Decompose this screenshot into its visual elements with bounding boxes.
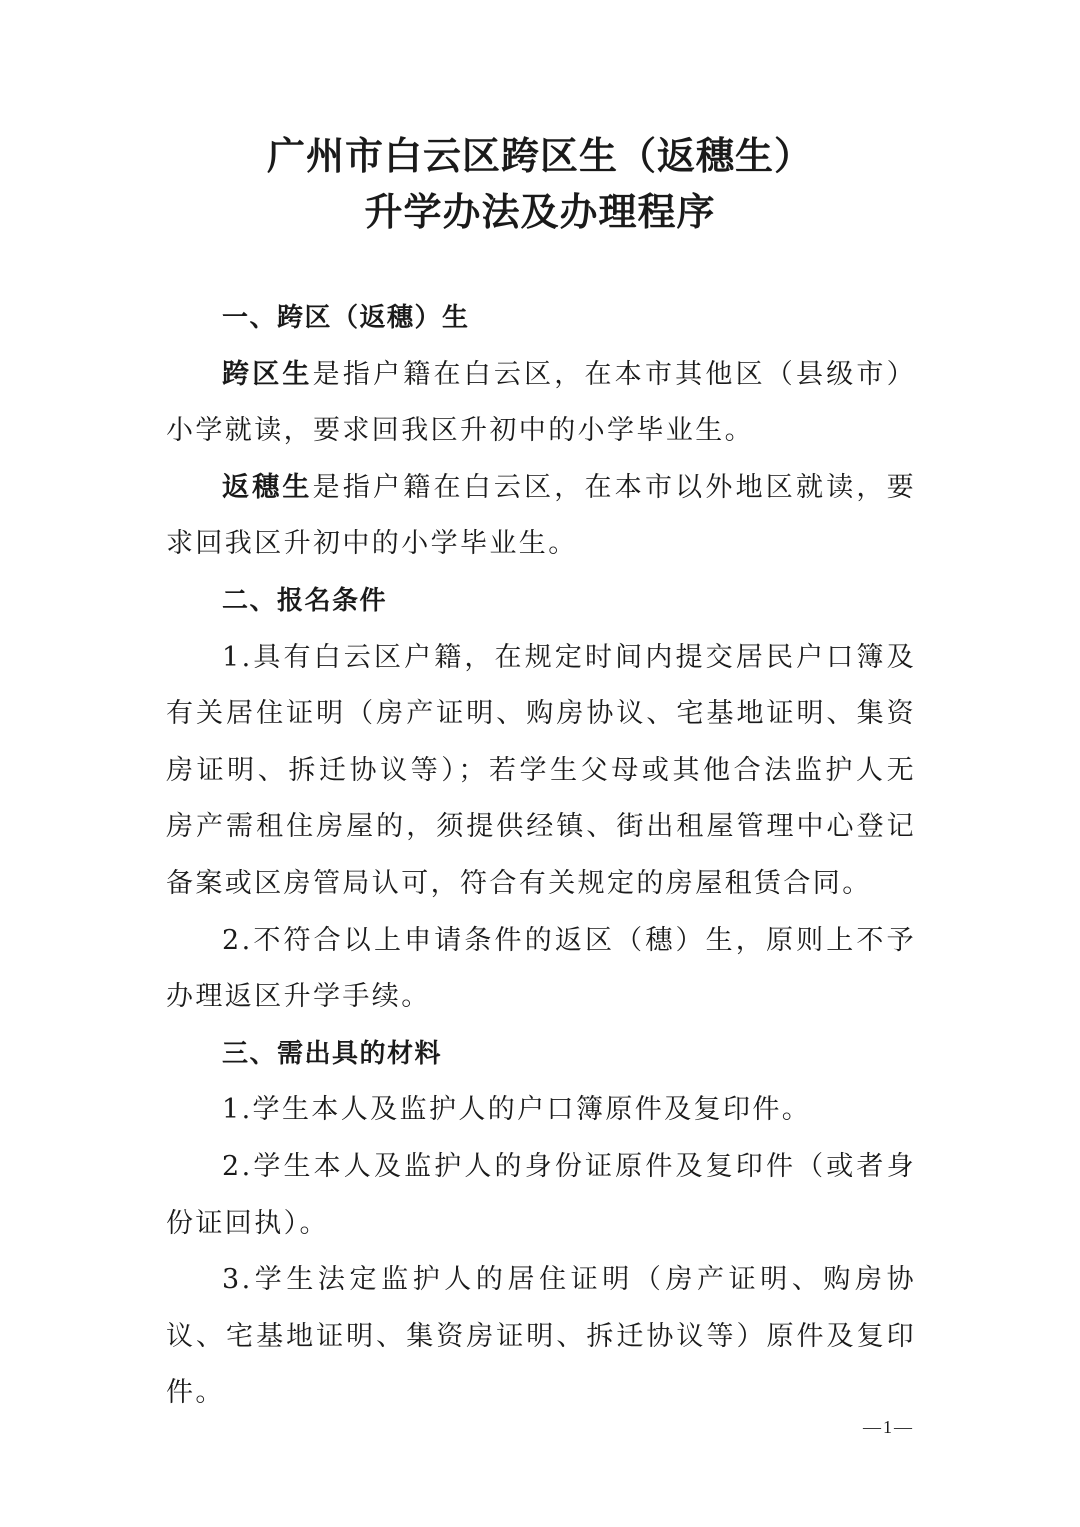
list-item-paragraph: 1.具有白云区户籍，在规定时间内提交居民户口簿及有关居住证明（房产证明、购房协议、宅基地证明、集资房证明、拆迁协议等）；若学生父母或其他合法监护人无房产需租住房屋的，须提供经镇、街出租屋管理中心登记备案或区房管局认可，符合有关规定的房屋租赁合同。 xyxy=(166,641,916,899)
definition-term: 返穗生 xyxy=(222,471,313,503)
list-item-paragraph: 2.不符合以上申请条件的返区（穗）生，原则上不予办理返区升学手续。 xyxy=(166,924,916,1013)
section-heading-1: 一、跨区（返穗）生 xyxy=(222,303,470,333)
list-item-paragraph: 1.学生本人及监护人的户口簿原件及复印件。 xyxy=(222,1094,812,1126)
definition-paragraph xyxy=(166,347,916,460)
section-heading-3: 三、需出具的材料 xyxy=(222,1038,443,1069)
definition-text: 是指户籍在白云区，在本市其他区（县级市）小学就读，要求回我区升初中的小学毕业生。 xyxy=(166,358,917,447)
list-item-paragraph: 3.学生法定监护人的居住证明（房产证明、购房协议、宅基地证明、集资房证明、拆迁协议等）原件及复印件。 xyxy=(166,1264,916,1409)
document-body xyxy=(166,290,916,1422)
title-line-2: 升学办法及办理程序 xyxy=(364,189,716,234)
list-item-paragraph: 2.学生本人及监护人的身份证原件及复印件（或者身份证回执）。 xyxy=(166,1150,916,1239)
definition-term: 跨区生 xyxy=(222,358,313,390)
definition-paragraph xyxy=(166,460,916,573)
definition-text: 是指户籍在白云区，在本市以外地区就读，要求回我区升初中的小学毕业生。 xyxy=(166,471,917,560)
section-heading-2: 二、报名条件 xyxy=(222,585,388,616)
title-line-1: 广州市白云区跨区生（返穗生） xyxy=(266,133,813,178)
document-title xyxy=(0,128,1080,240)
page-number: —1— xyxy=(863,1417,914,1437)
